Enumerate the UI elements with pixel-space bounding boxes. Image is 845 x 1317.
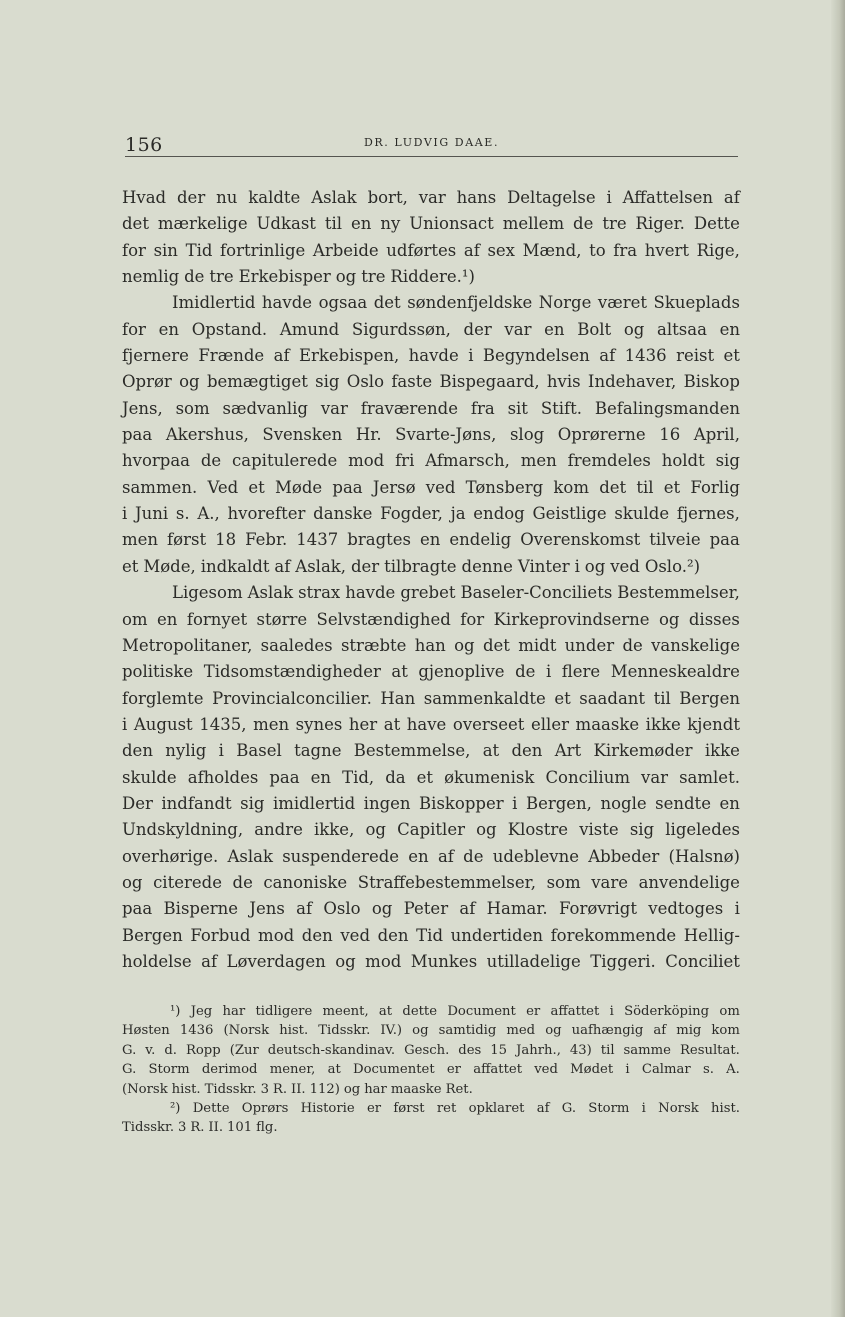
page-header [125, 132, 738, 157]
text-line: i Juni s. A., hvorefter danske Fogder, ja endog Geistlige skulde fjernes, [122, 504, 740, 524]
text-line: Metropolitaner, saaledes stræbte han og det midt under de vanskelige [122, 635, 740, 655]
text-line: fjernere Frænde af Erkebispen, havde i Begyndelsen af 1436 reist et [122, 346, 740, 366]
text-line: skulde afholdes paa en Tid, da et økumenisk Concilium var samlet. [122, 767, 740, 787]
page-edge-shadow [831, 0, 845, 1317]
text-line: paa Bisperne Jens af Oslo og Peter af Hamar. Forøvrigt vedtoges i [122, 899, 740, 919]
text-line: Hvad der nu kaldte Aslak bort, var hans Deltagelse i Affattelsen af [122, 188, 740, 207]
footnote-line: ²) Dette Oprørs Historie er først ret opklaret af G. Storm i Norsk hist. [170, 1100, 740, 1116]
footnote-line: (Norsk hist. Tidsskr. 3 R. II. 112) og har maaske Ret. [122, 1081, 473, 1097]
text-line: nemlig de tre Erkebisper og tre Riddere.¹) [122, 267, 475, 287]
text-line: sammen. Ved et Møde paa Jersø ved Tønsberg kom det til et Forlig [122, 477, 740, 497]
footnote-line: ¹) Jeg har tidligere meent, at dette Document er affattet i Söderköping om [170, 1004, 740, 1019]
text-line: Undskyldning, andre ikke, og Capitler og Klostre viste sig ligeledes [122, 820, 740, 840]
text-line: hvorpaa de capitulerede mod fri Afmarsch, men fremdeles holdt sig [122, 451, 740, 471]
text-line: overhørige. Aslak suspenderede en af de udeblevne Abbeder (Halsnø) [122, 846, 740, 866]
text-line: et Møde, indkaldt af Aslak, der tilbragte denne Vinter i og ved Oslo.²) [122, 556, 701, 576]
text-line: Jens, som sædvanlig var fraværende fra sit Stift. Befalingsmanden [122, 398, 740, 418]
body-text [122, 185, 740, 975]
footnote-line: G. Storm derimod mener, at Documentet er affattet ved Mødet i Calmar s. A. [122, 1062, 740, 1078]
text-line: Imidlertid havde ogsaa det søndenfjeldske Norge været Skueplads [172, 293, 740, 313]
text-line: og citerede de canoniske Straffebestemmelser, som vare anvendelige [122, 872, 740, 892]
text-line: politiske Tidsomstændigheder at gjenoplive de i flere Menneskealdre [122, 662, 740, 682]
text-line: Oprør og bemægtiget sig Oslo faste Bispegaard, hvis Indehaver, Biskop [122, 372, 740, 392]
running-head: DR. LUDVIG DAAE. [363, 136, 500, 149]
text-line: for en Opstand. Amund Sigurdssøn, der var en Bolt og altsaa en [122, 319, 740, 339]
footnote-line: Tidsskr. 3 R. II. 101 flg. [122, 1120, 278, 1136]
text-line: paa Akershus, Svensken Hr. Svarte-Jøns, slog Oprørerne 16 April, [122, 425, 740, 445]
text-line: det mærkelige Udkast til en ny Unionsact mellem de tre Riger. Dette [122, 214, 740, 234]
footnote-line: G. v. d. Ropp (Zur deutsch-skandinav. Gesch. des 15 Jahrh., 43) til samme Resultat. [122, 1042, 740, 1058]
text-line: forglemte Provincialconcilier. Han sammenkaldte et saadant til Bergen [122, 688, 740, 708]
text-line: Bergen Forbud mod den ved den Tid undertiden forekommende Hellig- [122, 925, 740, 945]
text-line: men først 18 Febr. 1437 bragtes en endelig Overenskomst tilveie paa [122, 530, 740, 550]
text-line: om en fornyet større Selvstændighed for Kirkeprovindserne og disses [122, 609, 740, 629]
text-line: Der indfandt sig imidlertid ingen Biskopper i Bergen, nogle sendte en [122, 793, 740, 813]
text-line: for sin Tid fortrinlige Arbeide udførtes af sex Mænd, to fra hvert Rige, [122, 240, 740, 260]
text-line: den nylig i Basel tagne Bestemmelse, at den Art Kirkemøder ikke [122, 741, 740, 761]
text-line: holdelse af Løverdagen og mod Munkes utilladelige Tiggeri. Conciliet [122, 951, 740, 971]
page-number: 156 [125, 134, 163, 156]
footnote-line: Høsten 1436 (Norsk hist. Tidsskr. IV.) og samtidig med og uafhængig af mig kom [122, 1023, 740, 1039]
footnotes [122, 1002, 740, 1138]
text-line: Ligesom Aslak strax havde grebet Baseler-Conciliets Bestemmelser, [172, 583, 740, 603]
text-line: i August 1435, men synes her at have overseet eller maaske ikke kjendt [122, 714, 740, 734]
